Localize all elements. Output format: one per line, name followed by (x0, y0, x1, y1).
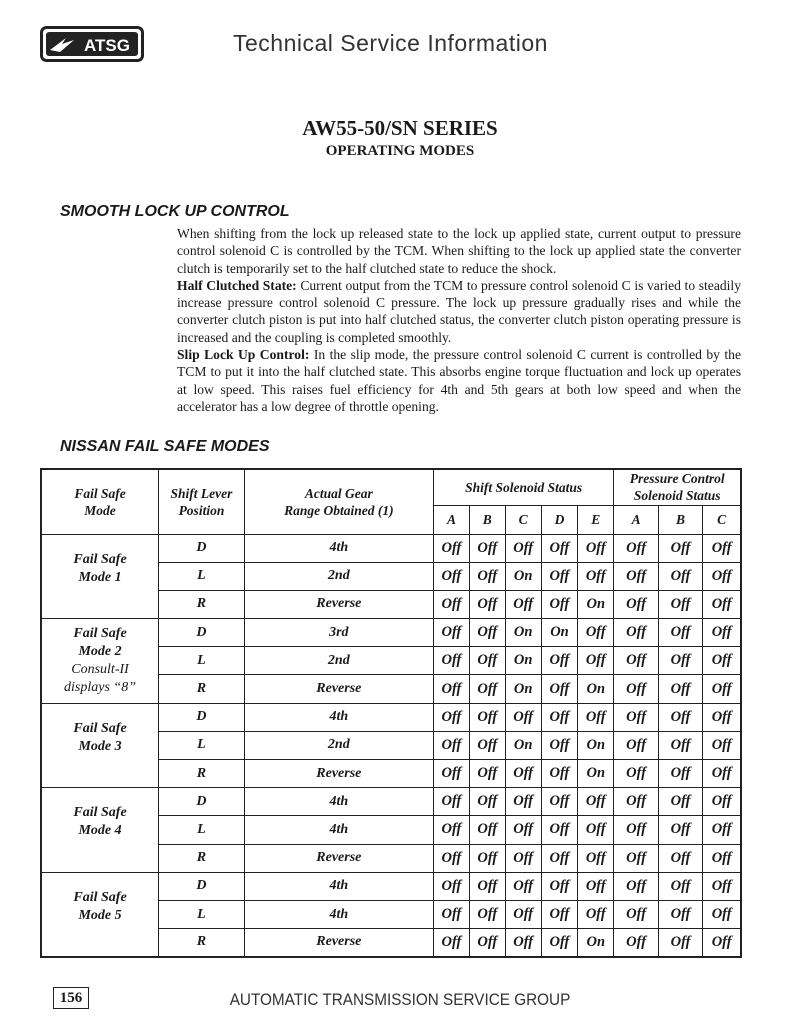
header-pressure-control: Pressure Control Solenoid Status (614, 469, 741, 505)
shift-solenoid-status-cell: Off (470, 788, 505, 816)
pressure-solenoid-a-header: A (614, 505, 658, 534)
gear-range-cell: 4th (244, 900, 433, 928)
pressure-solenoid-status-cell: Off (658, 562, 702, 590)
pressure-solenoid-status-cell: Off (658, 900, 702, 928)
fail-safe-mode-3-label (41, 703, 159, 788)
pressure-solenoid-status-cell: Off (658, 647, 702, 675)
shift-solenoid-a-header: A (433, 505, 469, 534)
shift-solenoid-status-cell: Off (433, 647, 469, 675)
pressure-solenoid-status-cell: Off (703, 844, 741, 872)
mode-label-line: Fail Safe (73, 720, 127, 736)
shift-solenoid-status-cell: Off (470, 590, 505, 618)
pressure-solenoid-status-cell: Off (703, 534, 741, 562)
shift-solenoid-status-cell: Off (505, 872, 541, 900)
pressure-solenoid-status-cell: Off (703, 731, 741, 759)
pressure-solenoid-b-header: B (658, 505, 702, 534)
pressure-solenoid-status-cell: Off (703, 788, 741, 816)
pressure-solenoid-status-cell: Off (658, 703, 702, 731)
table-row (41, 534, 741, 562)
gear-range-cell: Reverse (244, 590, 433, 618)
shift-solenoid-status-cell: Off (505, 703, 541, 731)
gear-range-cell: 4th (244, 872, 433, 900)
shift-solenoid-status-cell: Off (470, 619, 505, 647)
pressure-solenoid-status-cell: Off (658, 929, 702, 957)
shift-solenoid-status-cell: Off (433, 844, 469, 872)
gear-range-cell: 4th (244, 816, 433, 844)
shift-solenoid-status-cell: Off (505, 900, 541, 928)
pressure-solenoid-status-cell: Off (703, 562, 741, 590)
shift-solenoid-status-cell: Off (541, 900, 577, 928)
pressure-solenoid-status-cell: Off (614, 816, 658, 844)
shift-solenoid-status-cell: Off (541, 760, 577, 788)
shift-solenoid-status-cell: Off (578, 534, 614, 562)
shift-solenoid-status-cell: On (578, 760, 614, 788)
shift-solenoid-status-cell: On (505, 731, 541, 759)
shift-solenoid-status-cell: Off (433, 760, 469, 788)
shift-lever-cell: L (159, 816, 245, 844)
shift-solenoid-status-cell: Off (433, 900, 469, 928)
shift-solenoid-status-cell: Off (541, 590, 577, 618)
section-heading-fail-safe: NISSAN FAIL SAFE MODES (60, 438, 270, 455)
shift-solenoid-status-cell: Off (541, 675, 577, 703)
page-number: 156 (53, 987, 89, 1009)
pressure-solenoid-status-cell: Off (703, 675, 741, 703)
shift-solenoid-status-cell: Off (578, 816, 614, 844)
gear-range-cell: 2nd (244, 647, 433, 675)
shift-solenoid-status-cell: Off (578, 647, 614, 675)
pressure-solenoid-status-cell: Off (703, 816, 741, 844)
pressure-solenoid-status-cell: Off (614, 731, 658, 759)
shift-solenoid-status-cell: Off (541, 872, 577, 900)
shift-solenoid-status-cell: Off (578, 788, 614, 816)
document-subtitle: OPERATING MODES (325, 143, 475, 159)
shift-solenoid-status-cell: Off (505, 816, 541, 844)
shift-lever-cell: L (159, 900, 245, 928)
shift-solenoid-status-cell: Off (470, 534, 505, 562)
shift-solenoid-status-cell: Off (433, 929, 469, 957)
shift-solenoid-status-cell: Off (505, 590, 541, 618)
pressure-solenoid-status-cell: Off (614, 788, 658, 816)
shift-solenoid-status-cell: Off (505, 788, 541, 816)
header-title: Technical Service Information (233, 30, 548, 56)
gear-range-cell: Reverse (244, 844, 433, 872)
shift-solenoid-status-cell: Off (470, 731, 505, 759)
pressure-solenoid-status-cell: Off (703, 590, 741, 618)
shift-solenoid-status-cell: Off (433, 534, 469, 562)
shift-lever-cell: R (159, 675, 245, 703)
shift-lever-cell: R (159, 929, 245, 957)
pressure-solenoid-status-cell: Off (658, 760, 702, 788)
gear-range-cell: 4th (244, 534, 433, 562)
shift-lever-cell: R (159, 590, 245, 618)
pressure-solenoid-status-cell: Off (703, 929, 741, 957)
header-fail-safe-mode: Fail Safe Mode (41, 469, 159, 534)
footer-org: AUTOMATIC TRANSMISSION SERVICE GROUP (229, 990, 571, 1009)
pressure-solenoid-status-cell: Off (614, 534, 658, 562)
shift-solenoid-status-cell: On (578, 929, 614, 957)
shift-solenoid-status-cell: Off (470, 760, 505, 788)
pressure-solenoid-status-cell: Off (658, 675, 702, 703)
pressure-solenoid-status-cell: Off (658, 590, 702, 618)
mode-label-line: Fail Safe (73, 805, 127, 821)
shift-lever-cell: L (159, 647, 245, 675)
mode-label-line: Mode 4 (78, 823, 122, 839)
gear-range-cell: 2nd (244, 562, 433, 590)
table-row (41, 872, 741, 900)
gear-range-cell: 4th (244, 703, 433, 731)
shift-solenoid-status-cell: Off (433, 703, 469, 731)
shift-solenoid-status-cell: Off (578, 619, 614, 647)
header-shift-lever: Shift Lever Position (159, 469, 245, 534)
shift-solenoid-d-header: D (541, 505, 577, 534)
fail-safe-mode-4-label (41, 788, 159, 873)
shift-solenoid-status-cell: Off (505, 760, 541, 788)
pressure-solenoid-status-cell: Off (614, 703, 658, 731)
pressure-solenoid-status-cell: Off (614, 590, 658, 618)
shift-solenoid-status-cell: Off (433, 619, 469, 647)
mode-label-line: Mode 3 (78, 738, 122, 754)
pressure-solenoid-status-cell: Off (614, 929, 658, 957)
shift-solenoid-status-cell: Off (541, 788, 577, 816)
shift-solenoid-status-cell: Off (470, 647, 505, 675)
pressure-solenoid-status-cell: Off (614, 647, 658, 675)
shift-solenoid-status-cell: Off (505, 844, 541, 872)
shift-lever-cell: D (159, 788, 245, 816)
paragraph-slip-lockup (177, 346, 741, 415)
pressure-solenoid-status-cell: Off (658, 844, 702, 872)
shift-solenoid-status-cell: Off (541, 731, 577, 759)
shift-solenoid-status-cell: Off (505, 929, 541, 957)
gear-range-cell: Reverse (244, 760, 433, 788)
atsg-logo (40, 26, 144, 62)
paragraph-intro: When shifting from the lock up released state to the lock up applied state, current output to pressure control solenoid C is controlled by the TCM. When shifting to the lock up applied state the converter clutch is temporarily set to the half clutched state to reduce the shock. (177, 226, 741, 276)
pressure-solenoid-status-cell: Off (658, 788, 702, 816)
mode-label-line: Fail Safe (73, 551, 127, 567)
gear-range-cell: 2nd (244, 731, 433, 759)
mode-label-line: Fail Safe (73, 889, 127, 905)
shift-solenoid-status-cell: Off (433, 872, 469, 900)
pressure-solenoid-status-cell: Off (703, 647, 741, 675)
shift-solenoid-status-cell: On (541, 619, 577, 647)
half-clutched-text: Current output from the TCM to pressure control solenoid C is varied to steadily increase pressure control solenoid C pressure. The lock up pressure gradually rises and while the converter clutch piston is put into half clutched status, the converter clutch piston operating pressure is increased and the coupling is completed smoothly. (177, 277, 741, 345)
slip-lockup-text: In the slip mode, the pressure control solenoid C current is controlled by the TCM to put it into the half clutched state. This absorbs engine torque fluctuation and lock up operates at low speed. This raises fuel efficiency for 4th and 5th gears at both low speed and when the accelerator has a low degree of throttle opening. (177, 347, 741, 414)
pressure-solenoid-status-cell: Off (614, 619, 658, 647)
shift-solenoid-status-cell: Off (470, 844, 505, 872)
mode-note-line: displays “8” (64, 680, 137, 696)
shift-solenoid-status-cell: Off (433, 675, 469, 703)
pressure-solenoid-status-cell: Off (614, 900, 658, 928)
pressure-solenoid-status-cell: Off (703, 619, 741, 647)
pressure-solenoid-status-cell: Off (614, 675, 658, 703)
paragraph-half-clutched (177, 277, 741, 346)
table-row (41, 619, 741, 647)
shift-solenoid-status-cell: Off (578, 562, 614, 590)
shift-solenoid-status-cell: On (578, 731, 614, 759)
shift-lever-cell: L (159, 731, 245, 759)
shift-lever-cell: D (159, 703, 245, 731)
shift-solenoid-status-cell: Off (505, 534, 541, 562)
gear-range-cell: 3rd (244, 619, 433, 647)
shift-lever-cell: L (159, 562, 245, 590)
shift-solenoid-status-cell: Off (578, 900, 614, 928)
slip-lockup-label: Slip Lock Up Control: (177, 347, 310, 363)
pressure-solenoid-status-cell: Off (614, 844, 658, 872)
pressure-solenoid-c-header: C (703, 505, 741, 534)
shift-solenoid-b-header: B (470, 505, 505, 534)
gear-range-cell: Reverse (244, 929, 433, 957)
shift-solenoid-status-cell: Off (470, 816, 505, 844)
shift-solenoid-status-cell: On (578, 590, 614, 618)
header-shift-solenoid: Shift Solenoid Status (433, 469, 614, 505)
shift-solenoid-status-cell: Off (470, 675, 505, 703)
shift-solenoid-status-cell: Off (541, 703, 577, 731)
pressure-solenoid-status-cell: Off (658, 731, 702, 759)
table-row (41, 788, 741, 816)
shift-lever-cell: D (159, 872, 245, 900)
pressure-solenoid-status-cell: Off (703, 872, 741, 900)
fail-safe-table (40, 468, 742, 958)
pressure-solenoid-status-cell: Off (658, 534, 702, 562)
mode-label-line: Fail Safe (73, 626, 127, 642)
gear-range-cell: Reverse (244, 675, 433, 703)
mode-label-line: Mode 5 (78, 907, 122, 923)
table-row (41, 703, 741, 731)
shift-solenoid-e-header: E (578, 505, 614, 534)
shift-solenoid-status-cell: Off (470, 703, 505, 731)
shift-solenoid-status-cell: Off (541, 534, 577, 562)
section-heading-smooth-lockup: SMOOTH LOCK UP CONTROL (60, 203, 290, 220)
gear-range-cell: 4th (244, 788, 433, 816)
mode-label-line: Mode 2 (78, 644, 122, 660)
shift-solenoid-status-cell: Off (433, 816, 469, 844)
shift-solenoid-status-cell: On (505, 647, 541, 675)
shift-solenoid-c-header: C (505, 505, 541, 534)
pressure-solenoid-status-cell: Off (658, 619, 702, 647)
shift-solenoid-status-cell: Off (470, 929, 505, 957)
shift-solenoid-status-cell: Off (541, 562, 577, 590)
mode-note-line: Consult-II (71, 662, 129, 678)
pressure-solenoid-status-cell: Off (703, 703, 741, 731)
shift-solenoid-status-cell: On (578, 675, 614, 703)
shift-lever-cell: R (159, 760, 245, 788)
document-title: AW55-50/SN SERIES (302, 116, 498, 140)
shift-solenoid-status-cell: Off (433, 562, 469, 590)
half-clutched-label: Half Clutched State: (177, 277, 297, 293)
shift-lever-cell: D (159, 534, 245, 562)
pressure-solenoid-status-cell: Off (703, 760, 741, 788)
shift-solenoid-status-cell: Off (470, 562, 505, 590)
shift-solenoid-status-cell: Off (541, 647, 577, 675)
pressure-solenoid-status-cell: Off (703, 900, 741, 928)
mode-label-line: Mode 1 (78, 569, 122, 585)
shift-solenoid-status-cell: Off (578, 872, 614, 900)
pressure-solenoid-status-cell: Off (614, 562, 658, 590)
section-body (177, 225, 741, 415)
shift-solenoid-status-cell: Off (541, 816, 577, 844)
shift-solenoid-status-cell: On (505, 562, 541, 590)
shift-solenoid-status-cell: Off (541, 844, 577, 872)
pressure-solenoid-status-cell: Off (658, 872, 702, 900)
shift-solenoid-status-cell: Off (470, 900, 505, 928)
shift-solenoid-status-cell: Off (541, 929, 577, 957)
fail-safe-mode-5-label (41, 872, 159, 957)
shift-solenoid-status-cell: Off (433, 788, 469, 816)
header-actual-gear: Actual Gear Range Obtained (1) (244, 469, 433, 534)
shift-lever-cell: R (159, 844, 245, 872)
shift-solenoid-status-cell: On (505, 675, 541, 703)
pressure-solenoid-status-cell: Off (658, 816, 702, 844)
shift-solenoid-status-cell: On (505, 619, 541, 647)
pressure-solenoid-status-cell: Off (614, 760, 658, 788)
pressure-solenoid-status-cell: Off (614, 872, 658, 900)
shift-lever-cell: D (159, 619, 245, 647)
shift-solenoid-status-cell: Off (433, 590, 469, 618)
fail-safe-mode-2-label (41, 619, 159, 704)
shift-solenoid-status-cell: Off (470, 872, 505, 900)
logo-text: ATSG (84, 36, 130, 55)
fail-safe-mode-1-label (41, 534, 159, 619)
shift-solenoid-status-cell: Off (578, 844, 614, 872)
shift-solenoid-status-cell: Off (578, 703, 614, 731)
shift-solenoid-status-cell: Off (433, 731, 469, 759)
